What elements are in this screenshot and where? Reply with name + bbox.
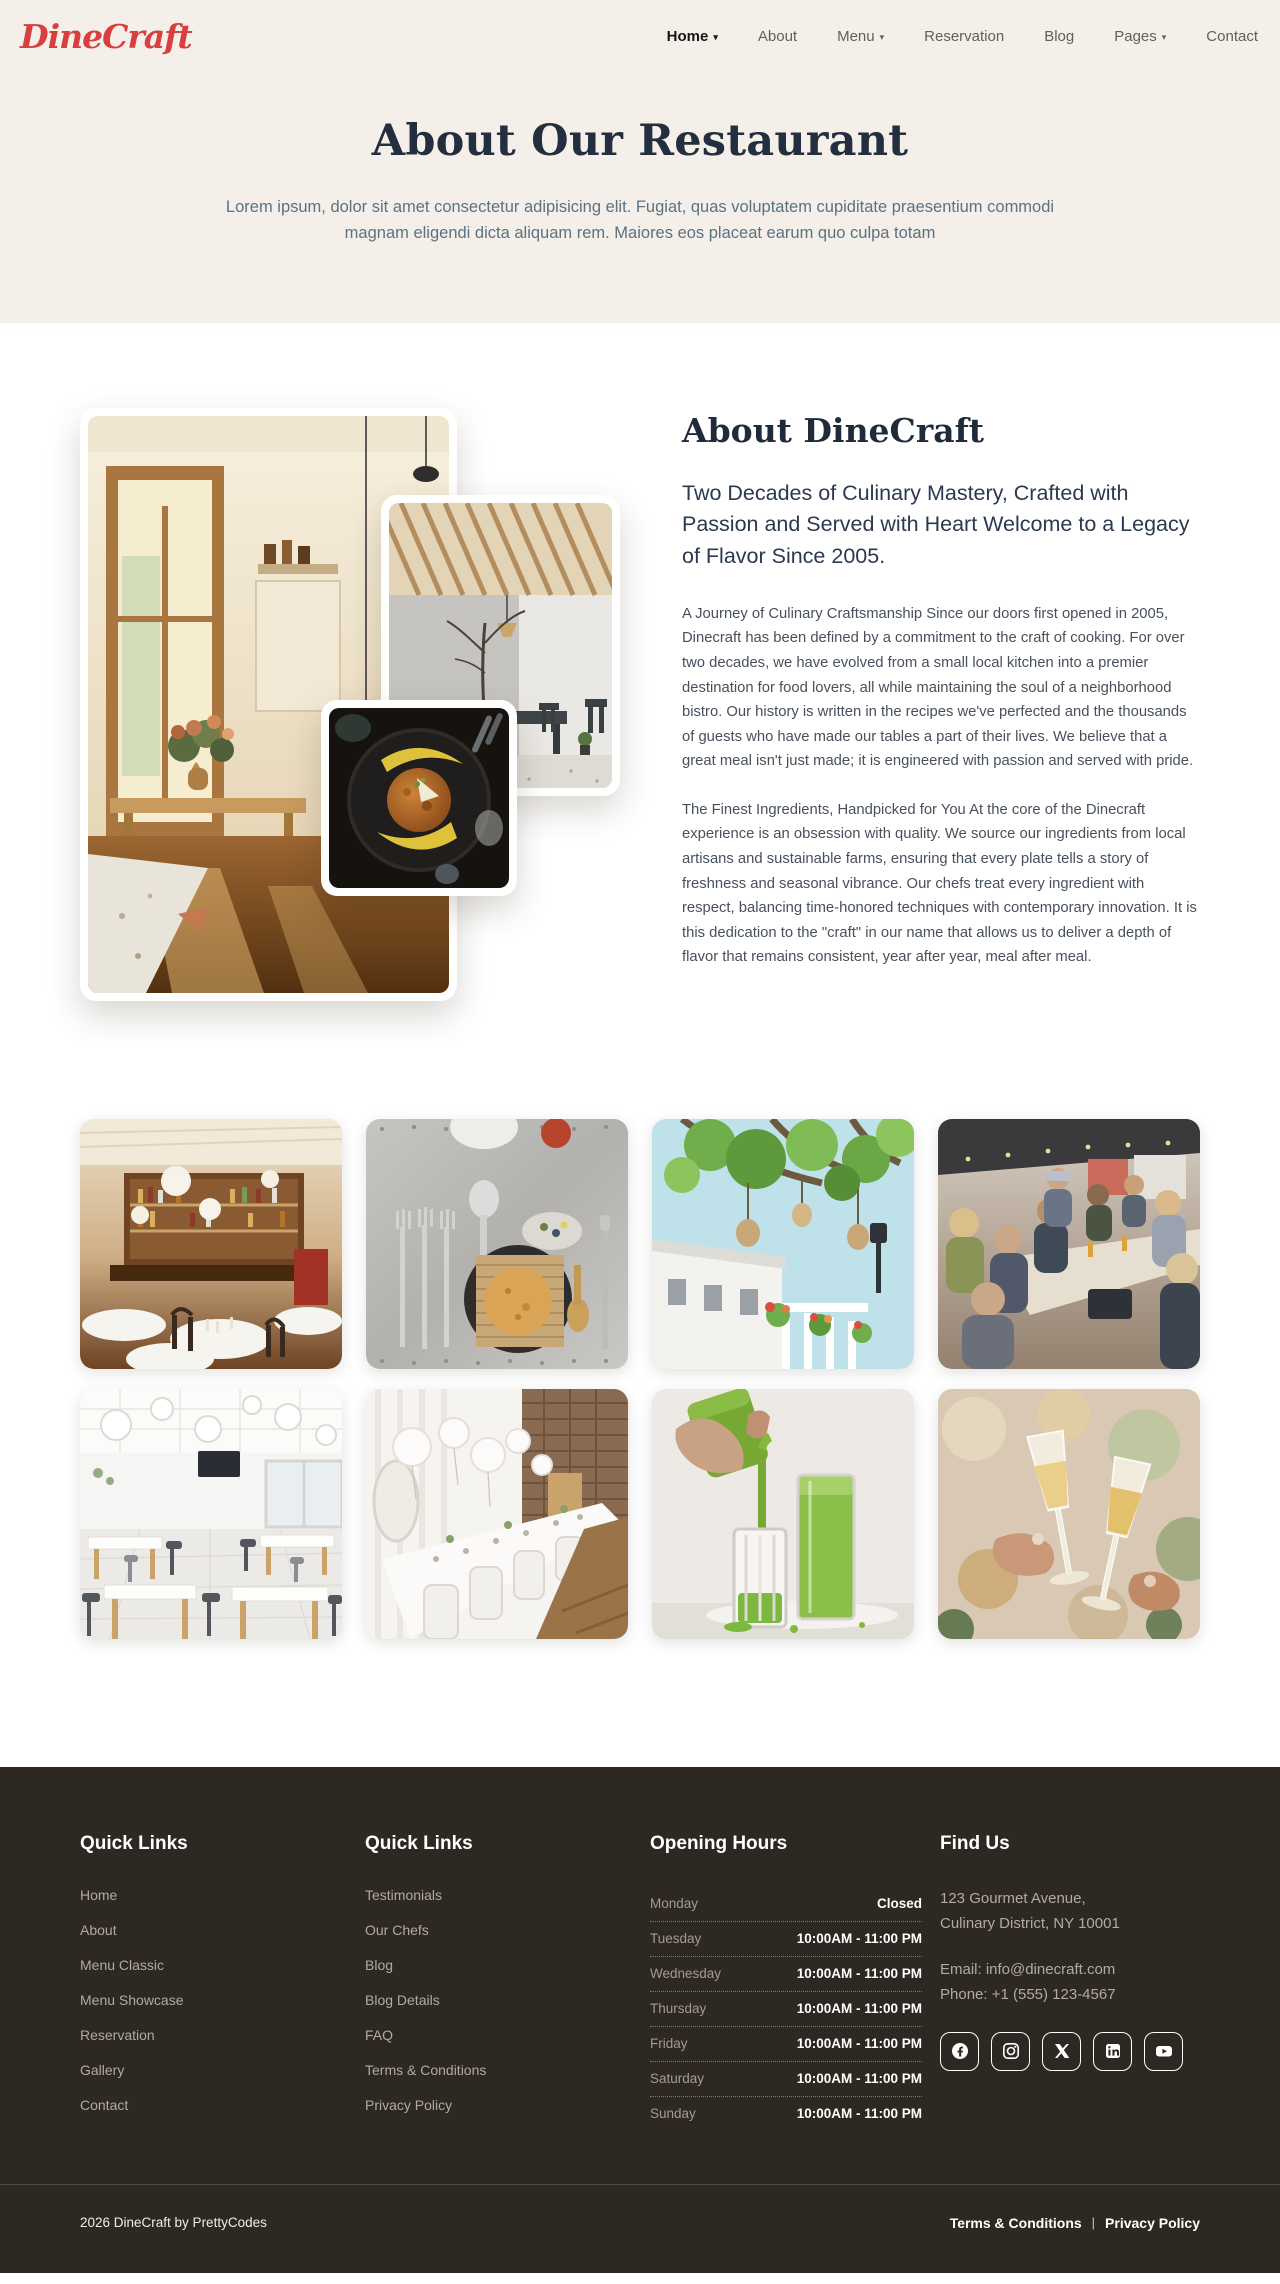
- footer-link-menu-showcase[interactable]: Menu Showcase: [80, 1991, 184, 2008]
- youtube-icon[interactable]: [1144, 2032, 1183, 2071]
- address: 123 Gourmet Avenue, Culinary District, NY 10001: [940, 1889, 1120, 1932]
- main-nav: [667, 28, 1258, 45]
- nav-home[interactable]: Home ▾: [666, 27, 718, 45]
- gallery-photo-guests-long-table: [938, 1119, 1200, 1369]
- footer-link-contact[interactable]: Contact: [80, 2096, 129, 2113]
- nav-pages[interactable]: Pages ▾: [1114, 27, 1167, 45]
- gallery-photo-banquet-balloons: [366, 1389, 628, 1639]
- gallery-photo-cutlery-flat-lay: [366, 1119, 628, 1369]
- hours-row: Sunday 10:00AM - 11:00 PM: [650, 2105, 922, 2121]
- chevron-down-icon: ▾: [879, 31, 885, 42]
- footer-link-blog-details[interactable]: Blog Details: [365, 1991, 440, 2008]
- hero-subtitle: Lorem ipsum, dolor sit amet consectetur adipisicing elit. Fugiat, quas voluptatem cupiditate praesentium commodi magnam eligendi dicta aliquam rem. Maiores eos placeat earum quo culpa totam: [225, 198, 1055, 243]
- page-title: About Our Restaurant: [371, 116, 909, 166]
- gallery-photo-white-dining-hall: [80, 1389, 342, 1639]
- signature-dish-photo: [321, 700, 517, 896]
- footer-link-terms[interactable]: Terms & Conditions: [365, 2061, 487, 2078]
- footer-heading: Quick Links: [365, 1832, 473, 1854]
- linkedin-icon[interactable]: [1093, 2032, 1132, 2071]
- terms-link[interactable]: Terms & Conditions: [949, 2214, 1082, 2231]
- hours-row: Thursday 10:00AM - 11:00 PM: [650, 1992, 922, 2027]
- separator: |: [1091, 2215, 1096, 2231]
- x-twitter-icon[interactable]: [1042, 2032, 1081, 2071]
- hours-row: Tuesday 10:00AM - 11:00 PM: [650, 1922, 922, 1957]
- contact-info: [940, 1958, 1200, 2008]
- about-section: [0, 323, 1280, 1119]
- footer-heading: Quick Links: [80, 1832, 188, 1854]
- nav-blog[interactable]: Blog: [1044, 27, 1075, 45]
- about-copy: [682, 408, 1200, 970]
- gallery-photo-restaurant-bar: [80, 1119, 342, 1369]
- nav-contact[interactable]: Contact: [1206, 27, 1258, 45]
- hero-section: [0, 72, 1280, 323]
- footer-link-our-chefs[interactable]: Our Chefs: [365, 1921, 429, 1938]
- gallery-photo-wine-toast: [938, 1389, 1200, 1639]
- site-footer: [0, 1767, 1280, 2273]
- footer-link-menu-classic[interactable]: Menu Classic: [80, 1956, 165, 1973]
- footer-link-faq[interactable]: FAQ: [365, 2026, 394, 2043]
- social-links: [940, 2032, 1200, 2071]
- gallery-photo-street-terrace: [652, 1119, 914, 1369]
- hours-row: Friday 10:00AM - 11:00 PM: [650, 2027, 922, 2062]
- copyright-text: 2026 DineCraft by PrettyCodes: [80, 2215, 267, 2231]
- instagram-icon[interactable]: [991, 2032, 1030, 2071]
- footer-link-testimonials[interactable]: Testimonials: [365, 1886, 443, 1903]
- nav-about[interactable]: About: [757, 27, 798, 45]
- hours-row: Monday Closed: [650, 1887, 922, 1922]
- hours-row: Wednesday 10:00AM - 11:00 PM: [650, 1957, 922, 1992]
- footer-opening-hours: [650, 1833, 940, 2132]
- footer-link-home[interactable]: Home: [80, 1886, 118, 1903]
- footer-bottom-bar: [0, 2184, 1280, 2273]
- footer-heading: Opening Hours: [650, 1832, 788, 1854]
- gallery-grid: [80, 1119, 1200, 1639]
- nav-menu[interactable]: Menu ▾: [837, 27, 885, 45]
- gallery-photo-green-smoothie: [652, 1389, 914, 1639]
- nav-reservation[interactable]: Reservation: [924, 27, 1005, 45]
- footer-heading: Find Us: [940, 1832, 1010, 1854]
- phone-text: Phone: +1 (555) 123-4567: [940, 1986, 1116, 2004]
- facebook-icon[interactable]: [940, 2032, 979, 2071]
- site-header: [0, 0, 1280, 72]
- footer-quick-links-2: [365, 1833, 650, 2132]
- about-heading: About DineCraft: [682, 410, 985, 450]
- about-photo-collage: [80, 408, 620, 1001]
- footer-link-blog[interactable]: Blog: [365, 1956, 394, 1973]
- about-paragraph-1: A Journey of Culinary Craftsmanship Since our doors first opened in 2005, Dinecraft has been defined by a commitment to the craft of cooking. For over two decades, we have evolved from a small local kitchen into a premier destination for food lovers, all while maintaining the soul of a neighborhood bistro. Our history is written in the recipes we've perfected and the thousands of guests who have made our tables a part of their lives. We believe that a great meal isn't just made; it is engineered with passion and served with pride.: [682, 605, 1194, 770]
- email-text: Email: info@dinecraft.com: [940, 1961, 1116, 1979]
- footer-link-privacy[interactable]: Privacy Policy: [365, 2096, 453, 2113]
- chevron-down-icon: ▾: [713, 31, 718, 42]
- footer-quick-links-1: [80, 1833, 365, 2132]
- hours-row: Saturday 10:00AM - 11:00 PM: [650, 2062, 922, 2097]
- privacy-link[interactable]: Privacy Policy: [1105, 2214, 1200, 2231]
- logo[interactable]: DineCraft: [20, 16, 192, 56]
- footer-link-about[interactable]: About: [80, 1921, 117, 1938]
- footer-find-us: [940, 1833, 1200, 2132]
- footer-link-gallery[interactable]: Gallery: [80, 2061, 125, 2078]
- footer-link-reservation[interactable]: Reservation: [80, 2026, 155, 2043]
- about-subheading: Two Decades of Culinary Mastery, Crafted with Passion and Served with Heart Welcome to a Legacy of Flavor Since 2005.: [682, 480, 1190, 568]
- about-paragraph-2: The Finest Ingredients, Handpicked for You At the core of the Dinecraft experience is an obsession with quality. We source our ingredients from local artisans and sustainable farms, ensuring that every plate tells a story of freshness and seasonal vibrance. Our chefs treat every ingredient with respect, balancing time-honored techniques with contemporary innovation. It is this dedication to the "craft" in our name that allows us to deliver a depth of flavor that remains consistent, year after year, meal after meal.: [682, 801, 1197, 966]
- chevron-down-icon: ▾: [1161, 31, 1167, 42]
